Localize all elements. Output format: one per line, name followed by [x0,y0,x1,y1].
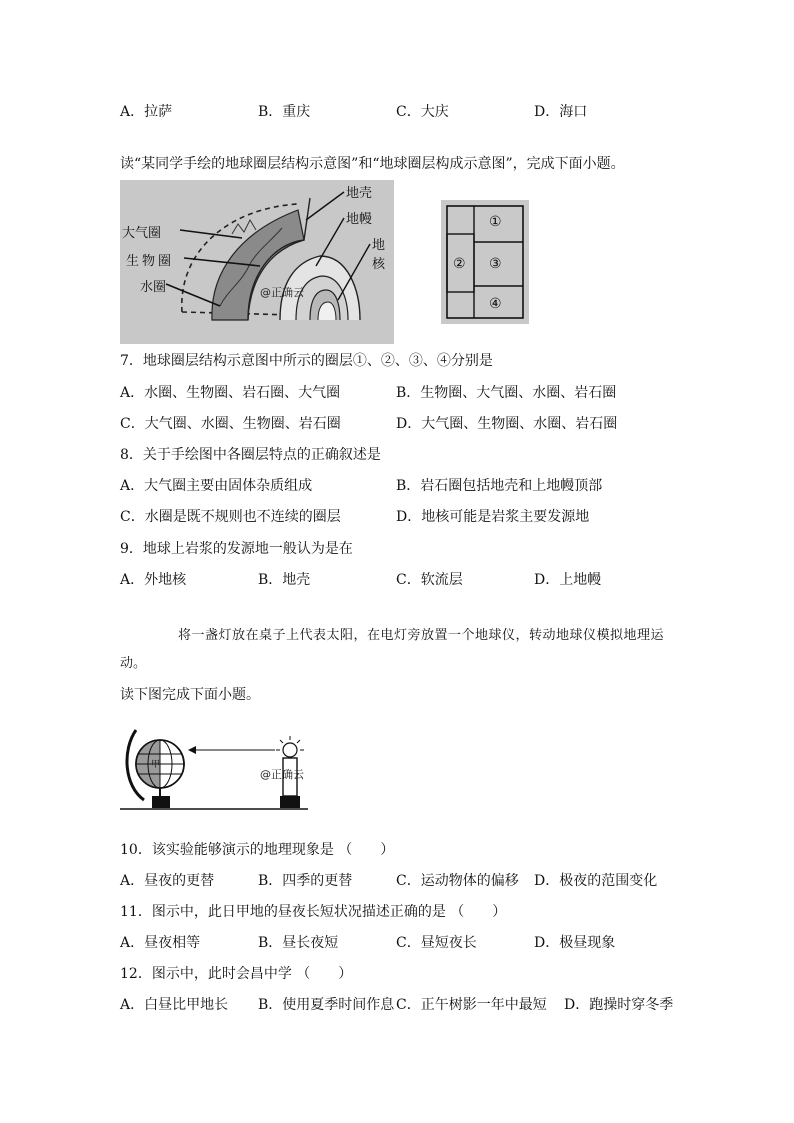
watermark: @正确云 [260,286,304,299]
option-d[interactable]: D．地核可能是岩浆主要发源地 [396,509,590,525]
option-c[interactable]: C．正午树影一年中最短 [396,997,547,1013]
label-circle-4: ④ [489,296,502,312]
option-c[interactable]: C．软流层 [396,572,463,588]
q11-options [120,934,700,952]
intro-text-2: 将一盏灯放在桌子上代表太阳，在电灯旁放置一个地球仪，转动地球仪模拟地理运 [178,628,665,643]
q8-stem: 8．关于手绘图中各圈层特点的正确叙述是 [120,447,381,463]
q6-options [120,103,700,121]
q7-options-row1 [120,384,700,402]
sphere-composition-diagram [441,200,529,324]
option-a[interactable]: A．拉萨 [120,104,173,120]
label-hydrosphere: 水圈 [140,280,167,295]
option-a[interactable]: A．大气圈主要由固体杂质组成 [120,478,313,494]
watermark: @正确云 [260,768,304,781]
intro-text-1: 读“某同学手绘的地球圈层结构示意图”和“地球圈层构成示意图”，完成下面小题。 [120,156,625,172]
label-core: 地核 [372,238,386,272]
label-biosphere: 生物圈 [126,254,175,269]
option-b[interactable]: B．生物圈、大气圈、水圈、岩石圈 [396,385,617,401]
option-c[interactable]: C．水圈是既不规则也不连续的圈层 [120,509,341,525]
label-mantle: 地幔 [346,212,373,227]
q11-stem: 11．图示中，此日甲地的昼夜长短状况描述正确的是 （ ） [120,904,507,920]
option-c[interactable]: C．昼短夜长 [396,935,477,951]
option-a[interactable]: A．外地核 [120,572,187,588]
option-b[interactable]: B．岩石圈包括地壳和上地幔顶部 [396,478,603,494]
option-d[interactable]: D．大气圈、生物圈、水圈、岩石圈 [396,416,618,432]
label-jia: 甲 [151,760,161,770]
earth-sphere-sketch [120,180,394,344]
option-d[interactable]: D．极夜的范围变化 [534,873,658,889]
option-d[interactable]: D．上地幔 [534,572,602,588]
option-d[interactable]: D．极昼现象 [534,935,616,951]
option-a[interactable]: A．昼夜的更替 [120,873,215,889]
option-b[interactable]: B．四季的更替 [258,873,353,889]
label-crust: 地壳 [346,186,373,201]
option-b[interactable]: B．昼长夜短 [258,935,339,951]
label-atmosphere: 大气圈 [122,226,162,241]
option-a[interactable]: A．昼夜相等 [120,935,201,951]
option-b[interactable]: B．地壳 [258,572,311,588]
q7-stem: 7．地球圈层结构示意图中所示的圈层①、②、③、④分别是 [120,353,493,369]
option-a[interactable]: A．白昼比甲地长 [120,997,229,1013]
option-a[interactable]: A．水圈、生物圈、岩石圈、大气圈 [120,385,341,401]
option-c[interactable]: C．运动物体的偏移 [396,873,519,889]
intro-text-2-cont: 动。 [120,656,147,671]
option-d[interactable]: D．跑操时穿冬季 [564,997,674,1013]
option-b[interactable]: B．重庆 [258,104,311,120]
q9-stem: 9．地球上岩浆的发源地一般认为是在 [120,541,353,557]
q8-options-row2 [120,508,700,526]
q12-stem: 12．图示中，此时会昌中学 （ ） [120,966,353,982]
globe-lamp-diagram [120,716,320,820]
q9-options [120,571,700,589]
option-c[interactable]: C．大庆 [396,104,449,120]
q10-stem: 10．该实验能够演示的地理现象是 （ ） [120,842,395,858]
q12-options [120,996,700,1014]
label-circle-2: ② [453,256,466,272]
q7-options-row2 [120,415,700,433]
option-c[interactable]: C．大气圈、水圈、生物圈、岩石圈 [120,416,341,432]
option-d[interactable]: D．海口 [534,104,588,120]
q10-options [120,872,700,890]
label-circle-1: ① [489,214,502,230]
label-circle-3: ③ [489,256,502,272]
q8-options-row1 [120,477,700,495]
intro-text-3: 读下图完成下面小题。 [120,687,260,703]
option-b[interactable]: B．使用夏季时间作息 [258,997,395,1013]
